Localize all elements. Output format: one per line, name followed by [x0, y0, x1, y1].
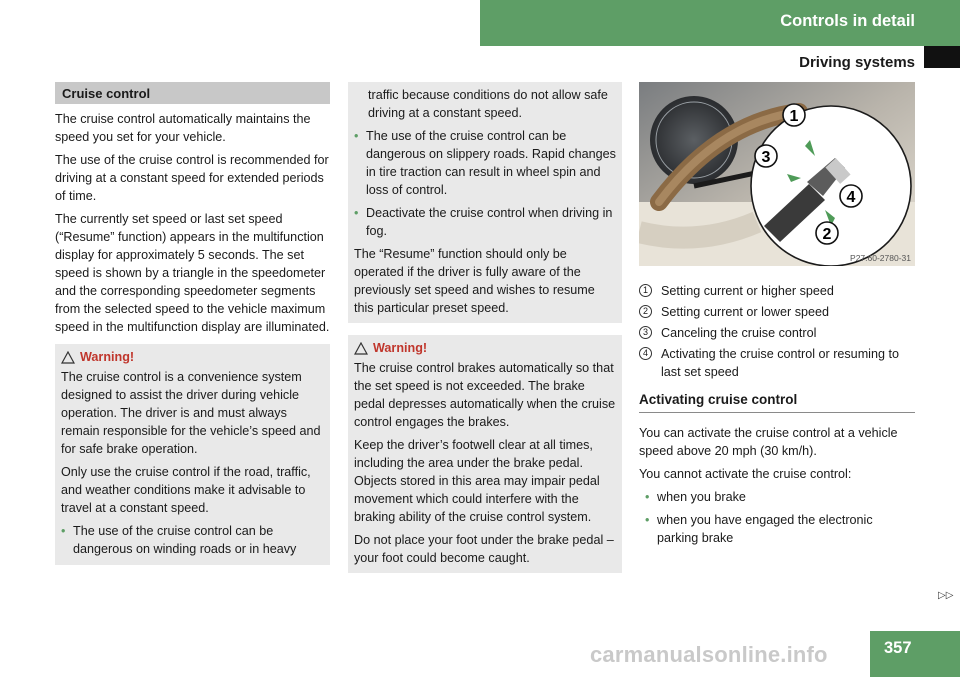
- condition-bullet: • when you brake: [645, 490, 746, 504]
- figure-code: P27.60-2780-31: [850, 253, 911, 263]
- legend-item: 1 Setting current or higher speed: [639, 282, 915, 300]
- intro-paragraph: The cruise control automatically maintains the speed you set for your vehicle.: [55, 112, 311, 144]
- column-middle: [348, 82, 622, 573]
- section-tab-marker: [924, 46, 960, 68]
- warning-paragraph: Do not place your foot under the brake pedal – your foot could become caught.: [354, 533, 614, 565]
- legend-number: 2: [639, 305, 652, 318]
- resume-note: The “Resume” function should only be operated if the driver is fully aware of the previously set speed and wishes to resume this particular preset speed.: [354, 247, 595, 315]
- warning-paragraph: Only use the cruise control if the road, traffic, and weather conditions make it advisable to travel at a constant speed.: [61, 465, 311, 515]
- activation-speed-paragraph: You can activate the cruise control at a vehicle speed above 20 mph (30 km/h).: [639, 426, 898, 458]
- figure-legend: [639, 282, 915, 381]
- warning-bullet: • Deactivate the cruise control when driving in fog.: [354, 206, 613, 238]
- warning-box-continued: [348, 82, 622, 323]
- callout-4: 4: [846, 189, 856, 206]
- warning-triangle-icon: [354, 342, 368, 355]
- column-right: [639, 82, 915, 552]
- bullet-dot: •: [645, 513, 650, 527]
- callout-2: 2: [822, 226, 832, 243]
- column-left: [55, 82, 330, 565]
- bullet-dot: •: [61, 524, 66, 538]
- chapter-header: [480, 0, 960, 46]
- watermark: carmanualsonline.info: [590, 642, 828, 667]
- subheading-activating-cruise-control: Activating cruise control: [639, 391, 915, 413]
- bullet-dot: •: [354, 129, 359, 143]
- legend-item: 4 Activating the cruise control or resuming to last set speed: [639, 345, 915, 381]
- section-heading-cruise-control: Cruise control: [55, 82, 330, 104]
- next-page-arrow-icon: ▷▷: [938, 590, 954, 601]
- page-number: 357: [884, 639, 912, 657]
- legend-item: 2 Setting current or lower speed: [639, 303, 915, 321]
- condition-bullet: • when you have engaged the electronic parking brake: [645, 513, 873, 545]
- warning-box-braking: [348, 335, 622, 573]
- callout-3: 3: [761, 149, 771, 166]
- warning-bullet: • The use of the cruise control can be dangerous on winding roads or in heavy: [61, 524, 297, 556]
- legend-number: 4: [639, 347, 652, 360]
- warning-bullet: • The use of the cruise control can be dangerous on slippery roads. Rapid changes in tire traction can result in wheel spin and loss of control.: [354, 129, 616, 197]
- activation-conditions-paragraph: You cannot activate the cruise control:: [639, 467, 852, 481]
- bullet-dot: •: [354, 206, 359, 220]
- warning-title: Warning!: [61, 348, 324, 366]
- legend-number: 1: [639, 284, 652, 297]
- page-number-box: [870, 631, 960, 677]
- warning-paragraph: The cruise control brakes automatically so that the set speed is not exceeded. The brake pedal depresses automatically when the cruise control engages the brakes.: [354, 361, 616, 429]
- continuation-text: traffic because conditions do not allow safe driving at a constant speed.: [368, 88, 608, 120]
- cruise-control-lever-figure: [639, 82, 915, 266]
- chapter-title: Controls in detail: [780, 12, 915, 30]
- callout-1: 1: [789, 108, 799, 125]
- warning-triangle-icon: [61, 351, 75, 364]
- legend-item: 3 Canceling the cruise control: [639, 324, 915, 342]
- warning-title: Warning!: [354, 339, 616, 357]
- warning-paragraph: Keep the driver’s footwell clear at all times, including the area under the brake pedal. Objects stored in this area may impair pedal movement which could interfere with the braking ability of the cruise control system.: [354, 438, 600, 524]
- recommendation-paragraph: The use of the cruise control is recommended for driving at a constant speed for extended periods of time.: [55, 153, 329, 203]
- warning-box-convenience: [55, 344, 330, 565]
- bullet-dot: •: [645, 490, 650, 504]
- legend-number: 3: [639, 326, 652, 339]
- section-title: Driving systems: [799, 54, 915, 71]
- display-paragraph: The currently set speed or last set speed (“Resume” function) appears in the multifunction display for approximately 5 seconds. The set speed is shown by a triangle in the speedometer and the corresponding speedometer segments from the selected speed to the vehicle maximum speed in the multifunction display are illuminated.: [55, 212, 330, 334]
- warning-paragraph: The cruise control is a convenience system designed to assist the driver during vehicle operation. The driver is and must always remain responsible for the vehicle’s speed and for safe brake operation.: [61, 370, 321, 456]
